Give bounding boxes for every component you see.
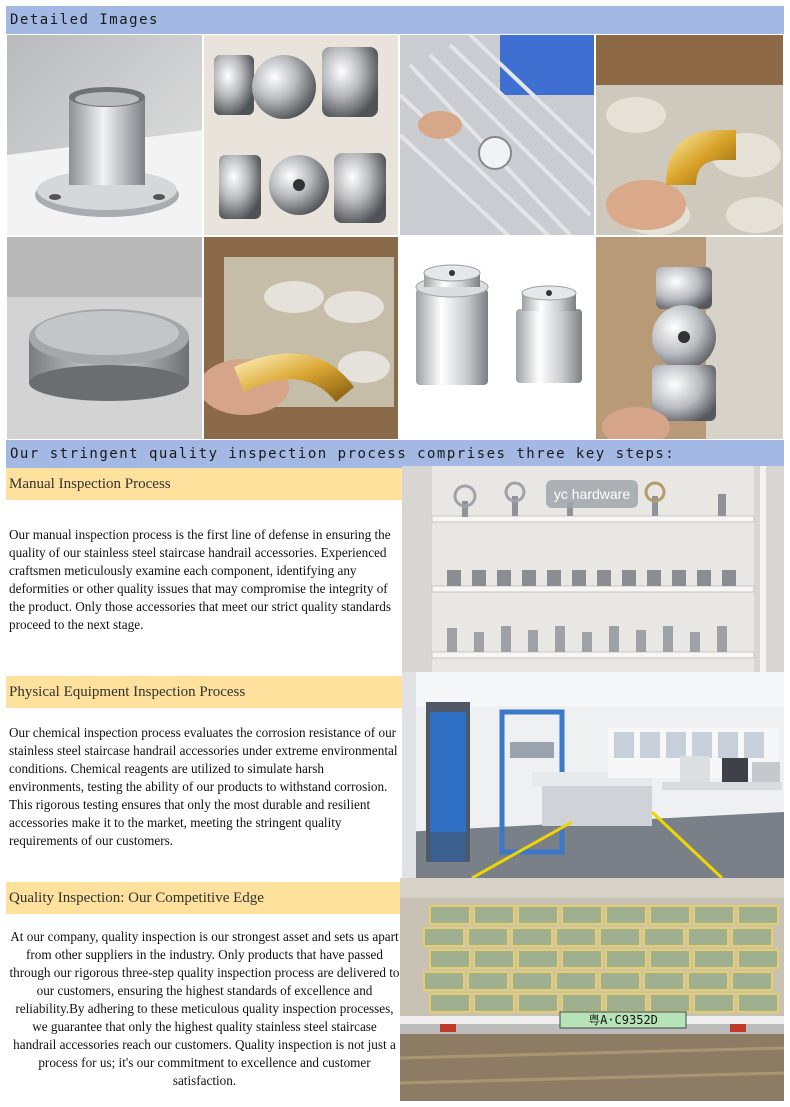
yc-hardware-watermark: yc hardware	[553, 486, 631, 502]
gallery-image-gold-elbow-box	[595, 34, 784, 236]
physical-inspection-text: Our chemical inspection process evaluates the corrosion resistance of our stainless steel staircase handrail accessories under extreme environmental conditions. Chemical reagents are utilized to simulate harsh environments, testing the ability of our products to withstand corrosion. This rigorous testing ensures that only the most durable and resilient accessories make it to the market, meeting the stringent quality requirements of our customers.	[9, 725, 398, 848]
gallery-image-standoffs	[399, 236, 595, 440]
physical-inspection-photo	[402, 672, 784, 878]
product-gallery	[6, 34, 784, 440]
gallery-image-ball-fittings	[203, 34, 399, 236]
gallery-image-ball-connector	[595, 236, 784, 440]
manual-inspection-text: Our manual inspection process is the first line of defense in ensuring the quality of our stainless steel staircase handrail accessories. Experienced craftsmen meticulously examine each component, identifying any deformities or other quality issues that may compromise the integrity of the product. Only those accessories that meet our strict quality standards proceed to the next stage.	[9, 527, 391, 632]
gallery-image-flange	[6, 34, 203, 236]
competitive-edge-heading: Quality Inspection: Our Competitive Edge	[6, 882, 402, 914]
manual-inspection-heading: Manual Inspection Process	[6, 468, 402, 500]
manual-inspection-photo	[402, 466, 784, 672]
physical-inspection-heading: Physical Equipment Inspection Process	[6, 676, 402, 708]
competitive-edge-photo	[400, 878, 784, 1101]
gallery-image-rods	[399, 34, 595, 236]
license-plate: 粤A·C9352D	[588, 1013, 658, 1027]
gallery-image-end-cap	[6, 236, 203, 440]
gallery-image-gold-elbow-hand	[203, 236, 399, 440]
detailed-images-header: Detailed Images	[6, 6, 784, 34]
quality-steps-header: Our stringent quality inspection process comprises three key steps:	[6, 440, 784, 468]
competitive-edge-text: At our company, quality inspection is our strongest asset and sets us apart from other suppliers in the industry. Only products that have passed through our rigorous three-step quality inspection process are delivered to our customers, ensuring the highest standards of excellence and reliability.By adhering to these meticulous quality inspection processes, we guarantee that only the highest quality stainless steel staircase handrail accessories reach our customers. Quality inspection is not just a process for us; it's our commitment to excellence and customer satisfaction.	[9, 929, 400, 1088]
